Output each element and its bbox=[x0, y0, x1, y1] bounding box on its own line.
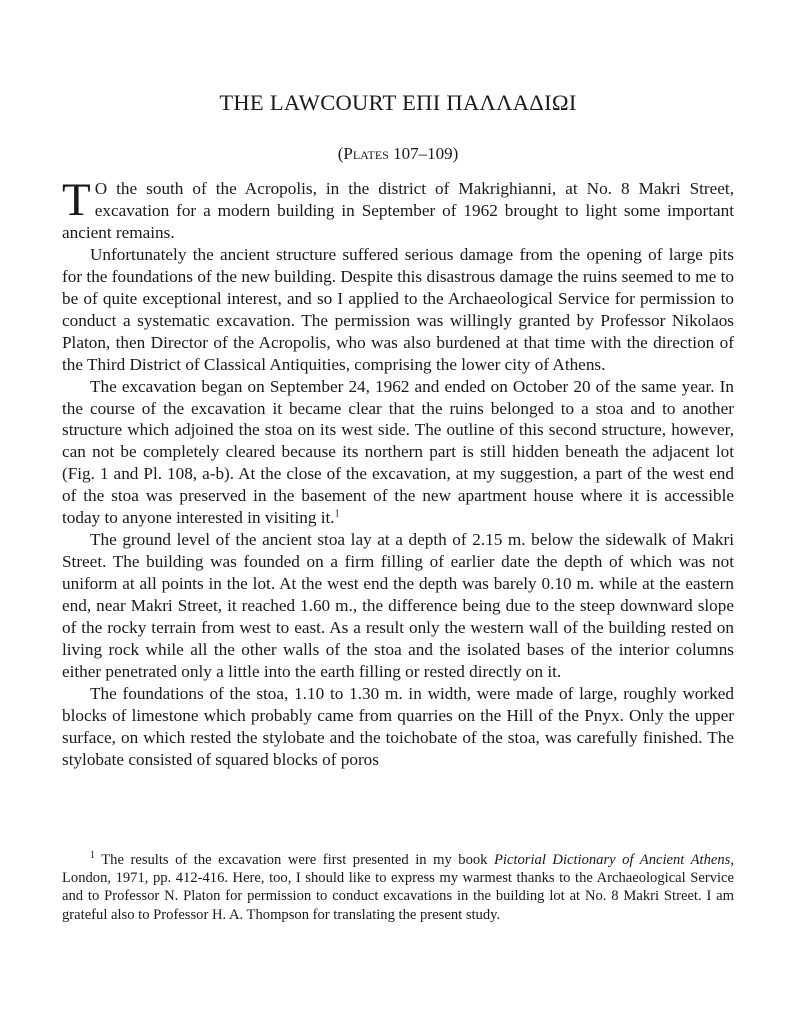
plates-range: 107–109 bbox=[393, 144, 453, 163]
plates-close-paren: ) bbox=[452, 144, 459, 163]
drop-cap: T bbox=[62, 174, 91, 226]
footnote-book-title: Pictorial Dictionary of Ancient Athens bbox=[494, 852, 731, 868]
footnote bbox=[62, 851, 734, 924]
footnote-number: 1 bbox=[90, 850, 95, 862]
paragraph-4: The ground level of the ancient stoa lay at a depth of 2.15 m. below the sidewalk of Makri Street. The building was founded on a firm filling of earlier date the depth of which was not uniform at all points in the lot. At the west end the depth was barely 0.10 m. while at the eastern end, near Makri Street, it reached 1.60 m., the difference being due to the steep downward slope of the rocky terrain from west to east. As a result only the western wall of the building rested on living rock while all the other walls of the stoa and the isolated bases of the interior columns either penetrated only a little into the earth filling or rested directly on it. bbox=[62, 530, 734, 681]
paragraph-1 bbox=[62, 174, 734, 244]
plates-reference bbox=[62, 144, 734, 164]
article-title: THE LAWCOURT ΕΠΙ ΠΑΛΛΑΔΙΩΙ bbox=[219, 90, 577, 115]
footnote-text-before: The results of the excavation were first presented in my book bbox=[101, 852, 494, 868]
plates-label: Plates bbox=[343, 144, 389, 163]
footnote-text-after: , London, 1971, pp. 412-416. Here, too, I should like to express my warmest thanks to the Archaeological Service and to Professor N. Platon for permission to conduct excavations in the building lot at No. 8 Makri Street. I am grateful also to Professor H. A. Thompson for translating the present study. bbox=[62, 852, 734, 923]
paragraph-3-text: The excavation began on September 24, 1962 and ended on October 20 of the same year. In the course of the excavation it became clear that the ruins belonged to a stoa and to another structure which adjoined the stoa on its west side. The outline of this second structure, however, can not be completely cleared because its northern part is still hidden beneath the adjacent lot (Fig. 1 and Pl. 108, a-b). At the close of the excavation, at my suggestion, a part of the west end of the stoa was preserved in the basement of the new apartment house where it is accessible today to anyone interested in visiting it. bbox=[62, 376, 734, 528]
paragraph-3 bbox=[62, 376, 734, 530]
body-text bbox=[62, 174, 734, 771]
paragraph-2: Unfortunately the ancient structure suffered serious damage from the opening of large pits for the foundations of the new building. Despite this disastrous damage the ruins seemed to me to be of quite exceptional interest, and so I applied to the Archaeological Service for permission to conduct a systematic excavation. The permission was willingly granted by Professor Nikolaos Platon, then Director of the Acropolis, who was also burdened at that time with the direction of the Third District of Classical Antiquities, comprising the lower city of Athens. bbox=[62, 244, 734, 374]
paragraph-5: The foundations of the stoa, 1.10 to 1.30 m. in width, were made of large, roughly worked blocks of limestone which probably came from quarries on the Hill of the Pnyx. Only the upper surface, on which rested the stylobate and the toichobate of the stoa, was carefully finished. The stylobate consisted of squared blocks of poros bbox=[62, 683, 734, 769]
paragraph-1-text: O the south of the Acropolis, in the district of Makrighianni, at No. 8 Makri Street, excavation for a modern building in September of 1962 brought to light some important ancient remains. bbox=[62, 179, 734, 242]
footnote-reference: 1 bbox=[334, 508, 340, 520]
footnote-paragraph bbox=[62, 851, 734, 924]
plates-open-paren: ( bbox=[337, 144, 344, 163]
